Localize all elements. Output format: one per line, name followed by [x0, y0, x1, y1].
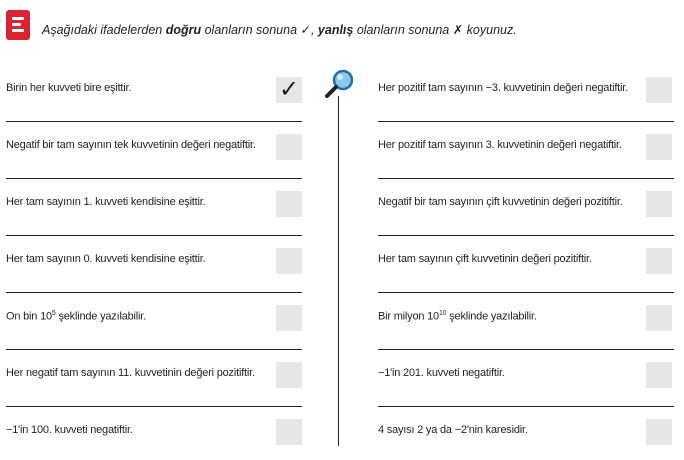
answer-box[interactable] — [276, 191, 302, 217]
statement-text: Negatif bir tam sayının tek kuvvetinin değeri negatiftir. — [6, 139, 256, 151]
answer-box[interactable] — [646, 77, 672, 103]
answer-box[interactable] — [276, 77, 302, 103]
statement-text: Her tam sayının çift kuvvetinin değeri pozitiftir. — [378, 253, 592, 265]
answer-box[interactable] — [276, 134, 302, 160]
statement-text: Her pozitif tam sayının −3. kuvvetinin değeri negatiftir. — [378, 82, 628, 94]
right-statement-list — [378, 60, 674, 459]
statement-row — [6, 231, 302, 288]
answer-box[interactable] — [276, 362, 302, 388]
instruction-text: Aşağıdaki ifadelerden doğru olanların sonuna ✓, yanlış olanların sonuna ✗ koyunuz. — [42, 23, 517, 37]
statement-row — [378, 402, 674, 459]
answer-box[interactable] — [646, 134, 672, 160]
answer-box[interactable] — [276, 305, 302, 331]
statement-text: −1'in 100. kuvveti negatiftir. — [6, 424, 133, 436]
answer-box[interactable] — [276, 419, 302, 445]
statement-row — [6, 117, 302, 174]
answer-box[interactable] — [646, 305, 672, 331]
statement-text: On bin $10^5$ şeklinde yazılabilir. — [6, 310, 146, 323]
statement-row — [378, 174, 674, 231]
statement-row — [6, 174, 302, 231]
magnifier-icon — [324, 68, 356, 100]
answer-box[interactable] — [646, 191, 672, 217]
answer-box[interactable] — [276, 248, 302, 274]
column-divider — [338, 96, 339, 446]
statement-row — [6, 345, 302, 402]
answer-box[interactable] — [646, 362, 672, 388]
statement-text: Her negatif tam sayının 11. kuvvetinin değeri pozitiftir. — [6, 367, 255, 379]
statement-row — [378, 288, 674, 345]
statement-row — [378, 345, 674, 402]
statement-text: Negatif bir tam sayının çift kuvvetinin değeri pozitiftir. — [378, 196, 623, 208]
left-statement-list — [6, 60, 302, 459]
statement-row — [6, 402, 302, 459]
statement-row — [6, 60, 302, 117]
statement-text: 4 sayısı 2 ya da −2'nin karesidir. — [378, 424, 528, 436]
statement-text: Her tam sayının 0. kuvveti kendisine eşittir. — [6, 253, 206, 265]
statement-text: Birin her kuvveti bire eşittir. — [6, 82, 132, 94]
statement-text: Her tam sayının 1. kuvveti kendisine eşittir. — [6, 196, 206, 208]
statement-row — [378, 117, 674, 174]
statement-row — [6, 288, 302, 345]
statement-text: −1'in 201. kuvveti negatiftir. — [378, 367, 505, 379]
check-mark: ✓ — [278, 76, 300, 103]
statement-text: Her pozitif tam sayının 3. kuvvetinin değeri negatiftir. — [378, 139, 622, 151]
statement-text: Bir milyon $10^{10}$ şeklinde yazılabilir. — [378, 310, 537, 323]
section-icon — [6, 10, 30, 40]
statement-row — [378, 231, 674, 288]
answer-box[interactable] — [646, 248, 672, 274]
statement-row — [378, 60, 674, 117]
answer-box[interactable] — [646, 419, 672, 445]
